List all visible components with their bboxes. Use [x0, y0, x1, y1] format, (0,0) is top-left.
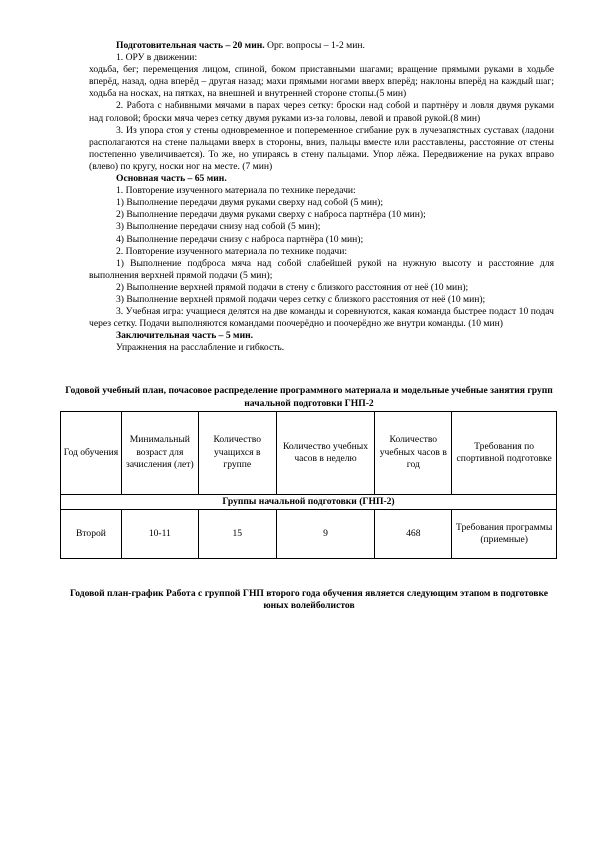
header-cell-min-age: Минимальный возраст для зачисления (лет)	[121, 411, 198, 494]
header-cell-hours-week: Количество учебных часов в неделю	[276, 411, 375, 494]
header-cell-hours-year: Количество учебных часов в год	[375, 411, 452, 494]
table-row	[61, 509, 557, 558]
prep-heading-tail: Орг. вопросы – 1-2 мин.	[264, 40, 365, 51]
main-line: 4) Выполнение передачи снизу с наброса партнёра (10 мин);	[116, 233, 364, 245]
cell-students: 15	[198, 509, 276, 558]
closing-caption: Годовой план-график Работа с группой ГНП второго года обучения является следующим этапом в подготовке юных волейболистов	[69, 587, 548, 611]
header-cell-students: Количество учащихся в группе	[198, 411, 276, 494]
prep-item1-title: 1. ОРУ в движении:	[116, 52, 198, 64]
table-header-row	[61, 411, 557, 494]
main-line: 2) Выполнение передачи двумя руками сверху с наброса партнёра (10 мин);	[116, 209, 426, 221]
table-group-row	[61, 494, 557, 509]
main-line: 1) Выполнение подброса мяча над собой слабейшей рукой на нужную высоту и расстояние для выполнения верхней прямой подачи (5 мин);	[89, 257, 554, 281]
prep-item2-text: 2. Работа с набивными мячами в парах через сетку: броски над собой и партнёру и ловля двумя руками над головой; броски мяча через сетку двумя руками из-за головы, левой и правой рукой.(8 мин)	[89, 100, 554, 124]
final-text: Упражнения на расслабление и гибкость.	[116, 342, 285, 354]
main-line: 1) Выполнение передачи двумя руками сверху над собой (5 мин);	[116, 197, 383, 209]
cell-year: Второй	[61, 509, 122, 558]
main-line: 2. Повторение изученного материала по технике подачи:	[116, 245, 348, 257]
cell-hours-year: 468	[375, 509, 452, 558]
cell-min-age: 10-11	[121, 509, 198, 558]
table-caption: Годовой учебный план, почасовое распределение программного материала и модельные учебные занятия групп начальной подготовки ГНП-2	[65, 385, 553, 409]
group-title-cell: Группы начальной подготовки (ГНП-2)	[61, 494, 557, 509]
document-body	[63, 40, 554, 612]
header-cell-year: Год обучения	[61, 411, 122, 494]
main-line: 1. Повторение изученного материала по технике передачи:	[116, 185, 356, 197]
main-line: 2) Выполнение верхней прямой подачи в стену с близкого расстояния от неё (10 мин);	[116, 281, 469, 293]
header-cell-requirements: Требования по спортивной подготовке	[452, 411, 557, 494]
main-line: 3. Учебная игра: учащиеся делятся на две команды и соревнуются, какая команда быстрее подаст 10 подач через сетку. Подачи выполняются командами поочерёдно и поочерёдно же внутри команды. (10 мин)	[89, 306, 554, 330]
prep-heading-line	[89, 40, 554, 52]
main-heading: Основная часть – 65 мин.	[116, 173, 227, 185]
training-plan-table	[60, 411, 557, 559]
prep-heading: Подготовительная часть – 20 мин.	[116, 40, 265, 51]
main-line: 3) Выполнение передачи снизу над собой (5 мин);	[116, 221, 321, 233]
final-heading: Заключительная часть – 5 мин.	[116, 330, 254, 342]
cell-hours-week: 9	[276, 509, 375, 558]
cell-requirements: Требования программы (приемные)	[452, 509, 557, 558]
prep-item3-text: 3. Из упора стоя у стены одновременное и попеременное сгибание рук в лучезапястных суставах (ладони располагаются на стене пальцами вверх в стороны, вниз, пальцы вместе или расставлены, расстояние от стены постепенно увеличивается). То же, но упираясь в стену пальцами. Упор лёжа. Передвижение на руках вправо (влево) по кругу, носки ног на месте. (7 мин)	[89, 124, 554, 172]
prep-item1-text: ходьба, бег; перемещения лицом, спиной, боком приставными шагами; вращение прямыми руками в ходьбе вперёд, назад, одна вперёд – другая назад; махи прямыми ногами вверх вперёд; наклоны вперёд на каждый шаг; ходьба на носках, на пятках, на внешней и внутренней стороне стопы.(5 мин)	[89, 64, 554, 100]
main-line: 3) Выполнение верхней прямой подачи через сетку с близкого расстояния от неё (10 мин);	[116, 293, 486, 305]
